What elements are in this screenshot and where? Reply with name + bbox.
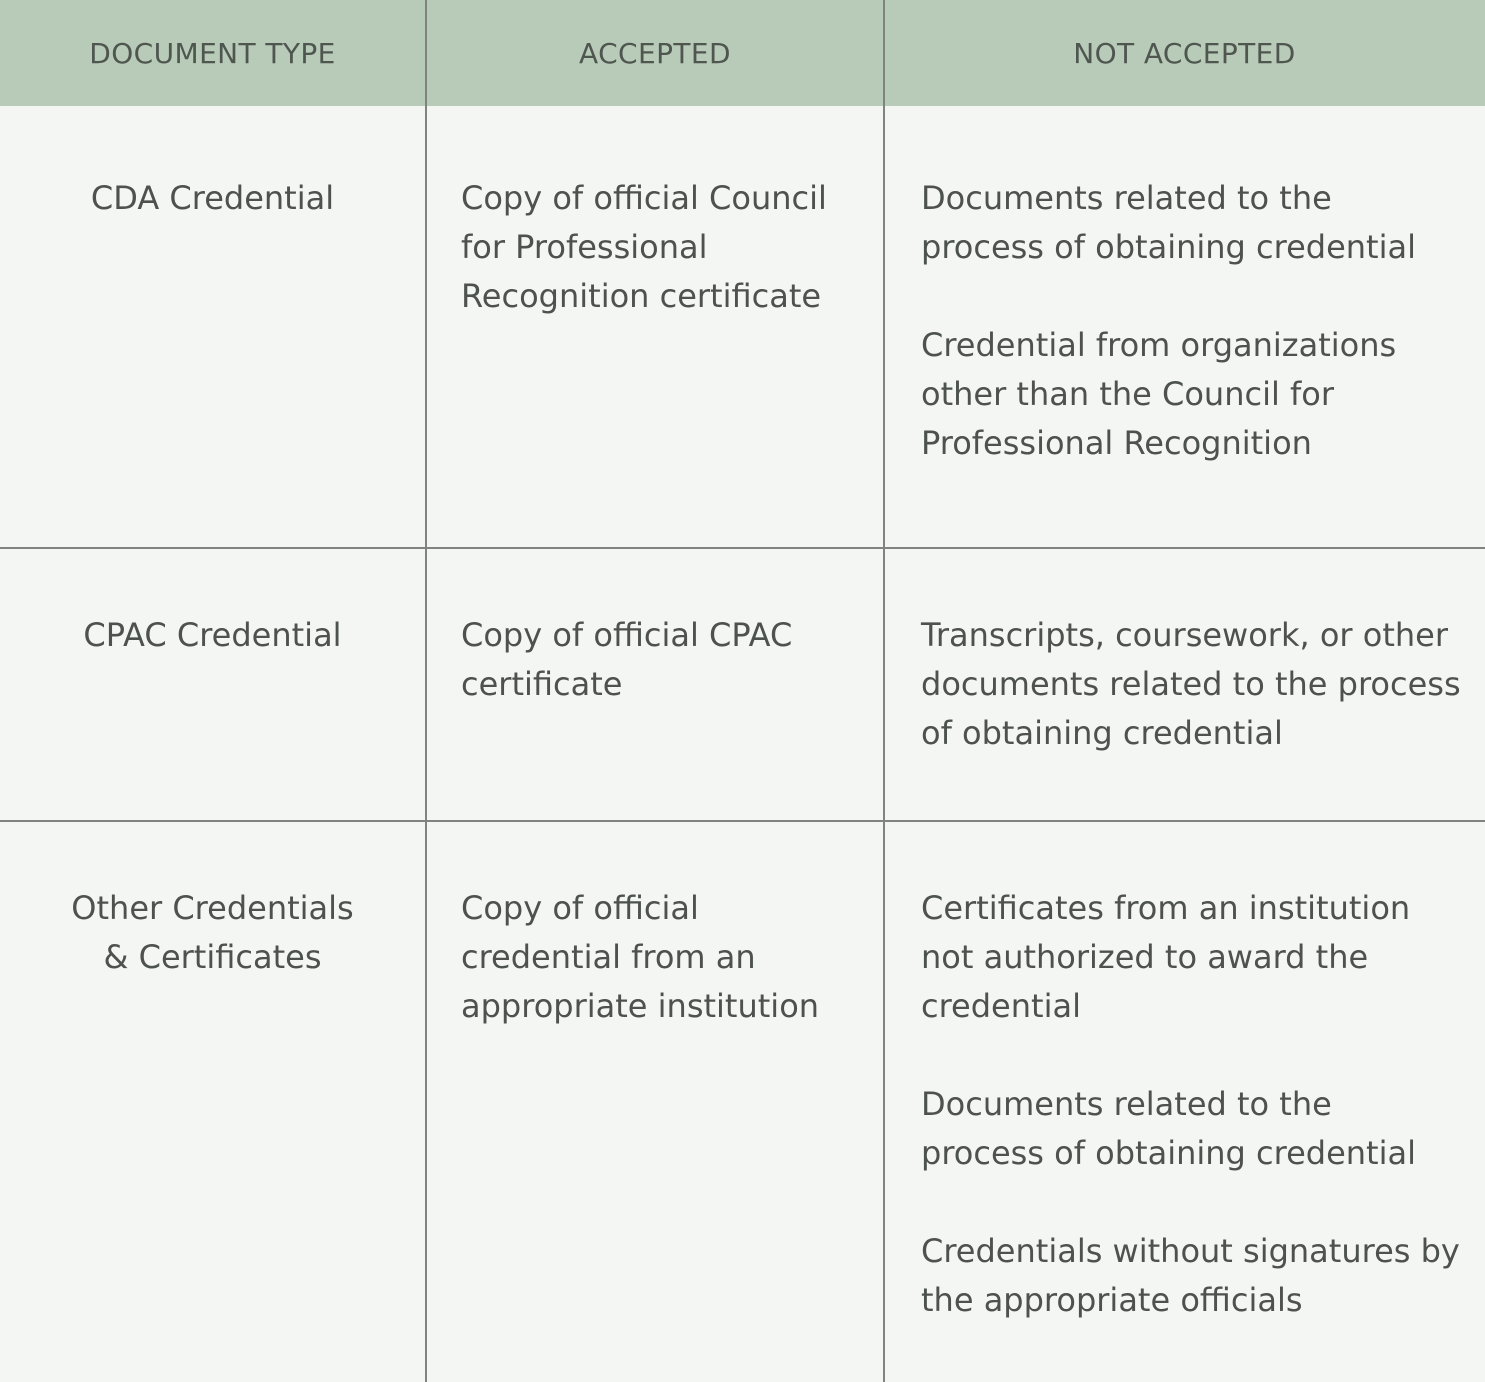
row-divider — [0, 547, 1485, 549]
not-accepted-item: Certificates from an institution not authorized to award the credential — [921, 889, 1411, 1025]
row-1-not-accepted — [921, 174, 1461, 468]
not-accepted-item: Credential from organizations other than the Council for Professional Recognition — [921, 326, 1397, 462]
not-accepted-item: Transcripts, coursework, or other documents related to the process of obtaining credential — [921, 616, 1461, 752]
row-2-document-type: CPAC Credential — [83, 616, 342, 654]
row-2-not-accepted — [921, 611, 1461, 758]
column-divider — [883, 0, 885, 1382]
header-document-type: DOCUMENT TYPE — [89, 36, 336, 70]
row-1-accepted: Copy of official Council for Professional Recognition certificate — [461, 179, 827, 315]
row-3-accepted: Copy of official credential from an appropriate institution — [461, 889, 820, 1025]
row-2-accepted: Copy of official CPAC certificate — [461, 616, 793, 703]
header-accepted: ACCEPTED — [579, 36, 731, 70]
not-accepted-item: Documents related to the process of obtaining credential — [921, 1085, 1416, 1172]
not-accepted-item: Credentials without signatures by the appropriate officials — [921, 1232, 1460, 1319]
column-divider — [425, 0, 427, 1382]
not-accepted-item: Documents related to the process of obtaining credential — [921, 179, 1416, 266]
row-3-not-accepted — [921, 884, 1461, 1325]
row-1-document-type: CDA Credential — [90, 179, 335, 217]
row-divider — [0, 820, 1485, 822]
header-not-accepted: NOT ACCEPTED — [1073, 36, 1296, 70]
row-3-document-type: Other Credentials & Certificates — [71, 889, 354, 976]
